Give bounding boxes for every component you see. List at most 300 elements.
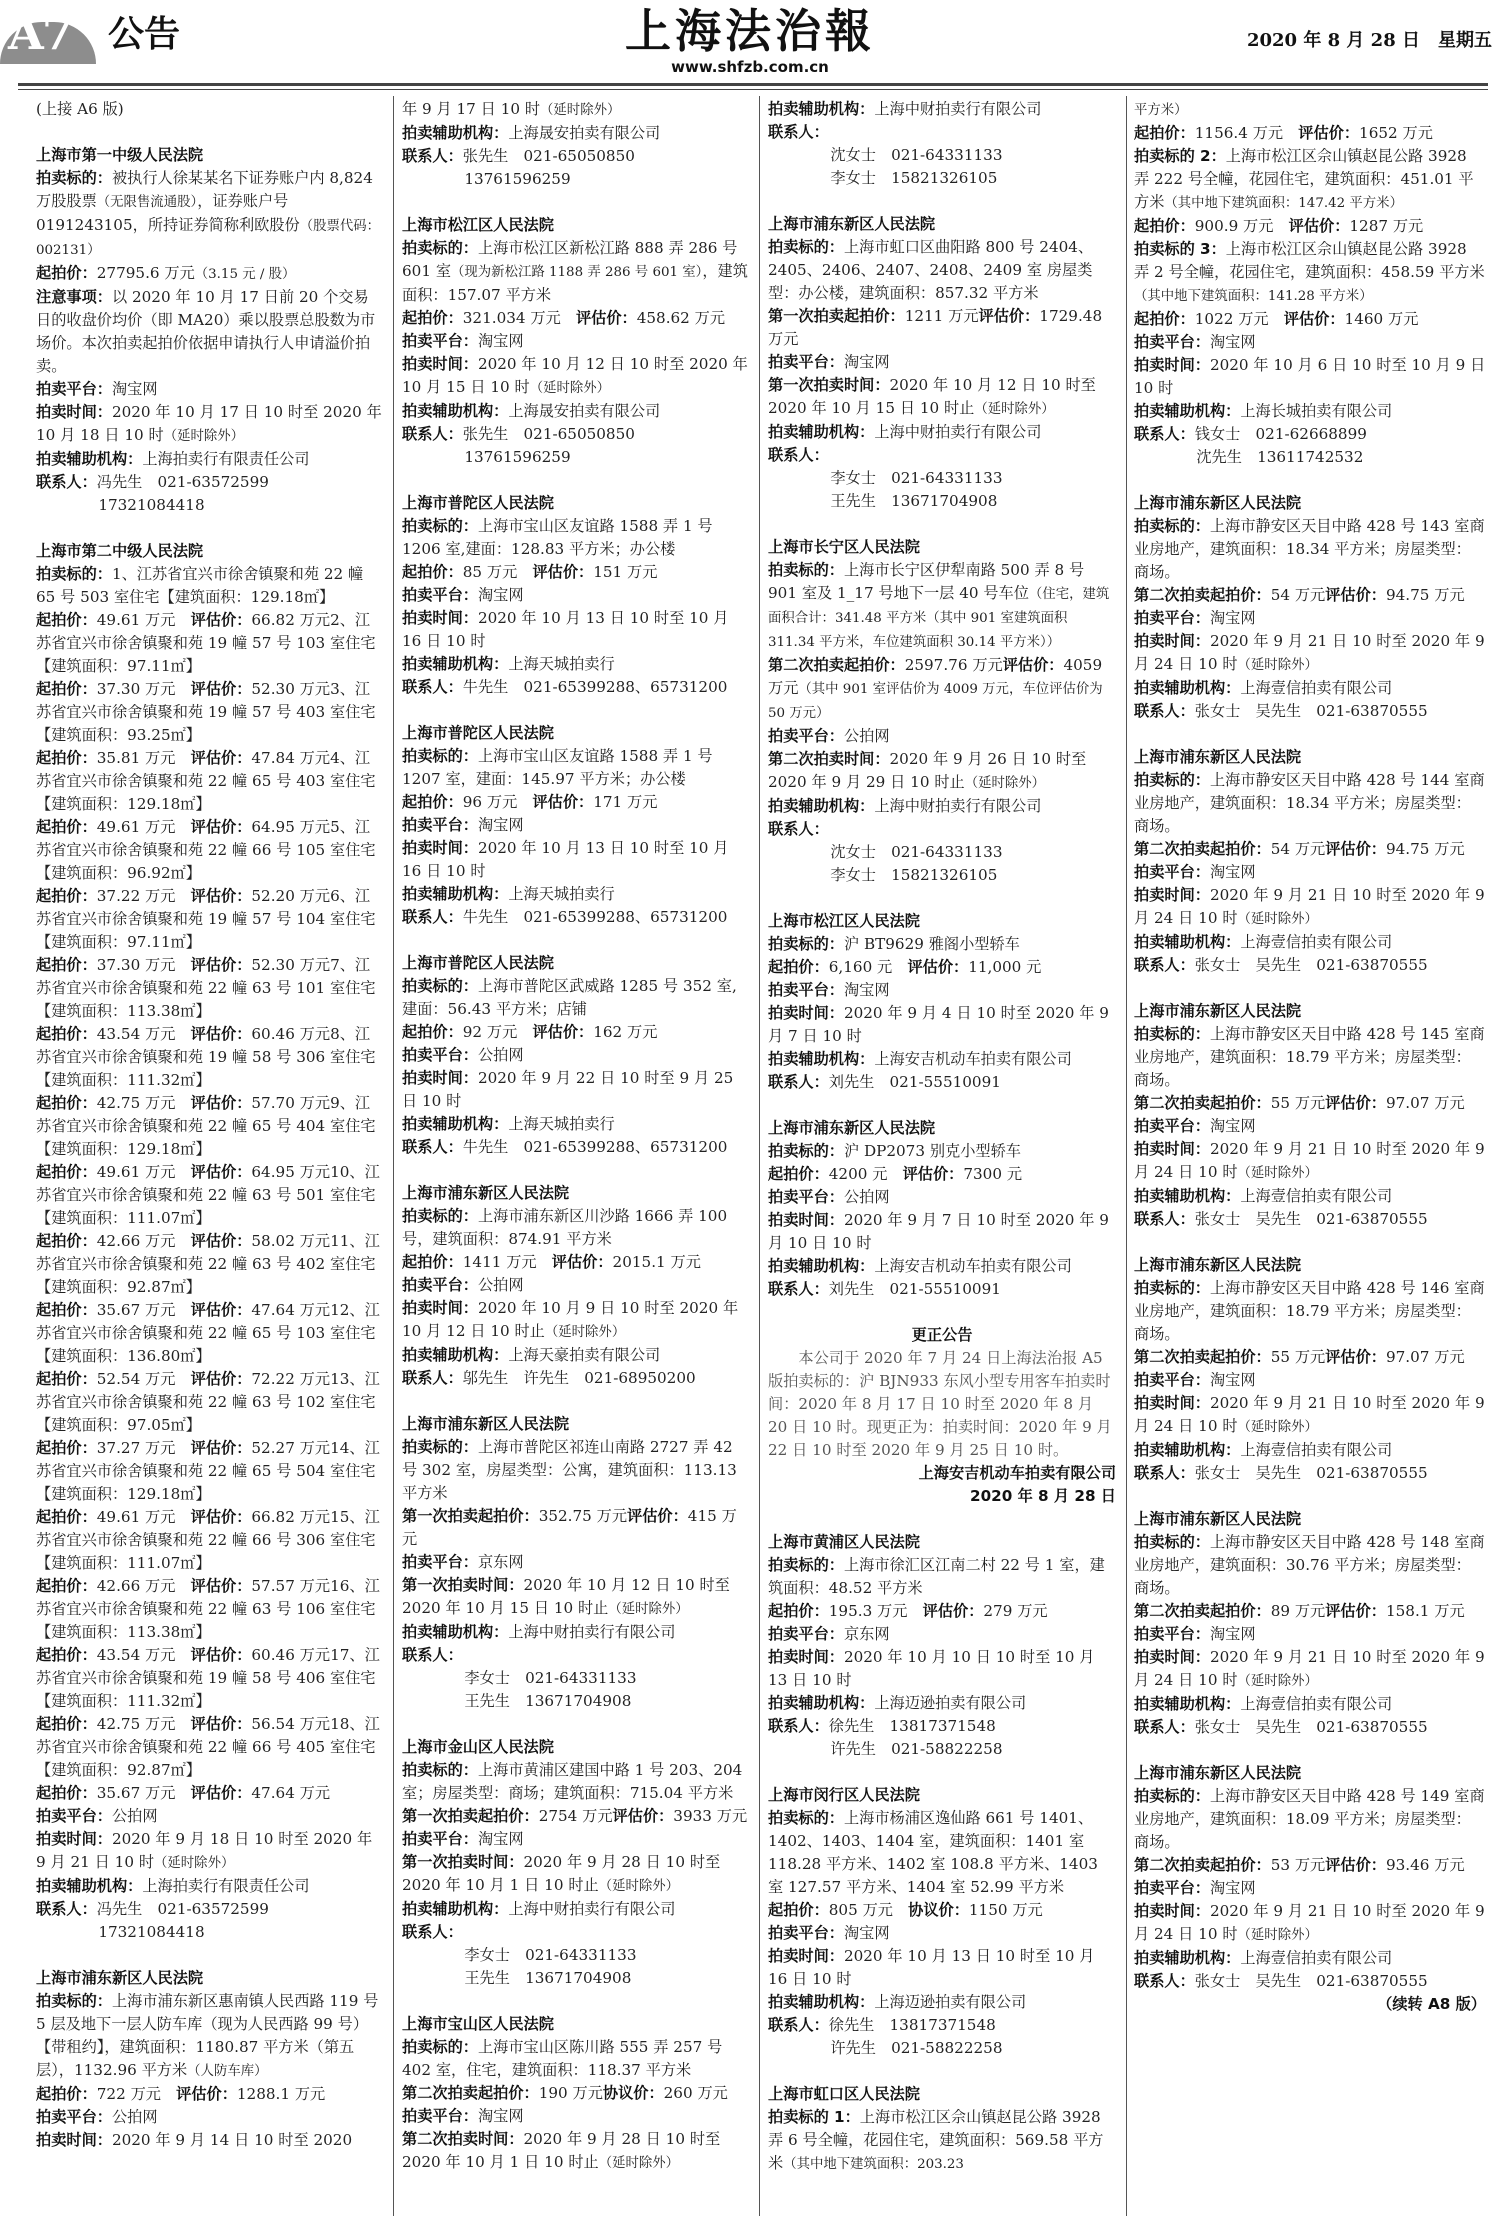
notice-line [1134,308,1486,331]
auction-notice [768,910,1116,1094]
field-label: 拍卖辅助机构： [768,1257,875,1275]
notice-line [1134,1693,1486,1716]
field-value: 47.64 万元 [251,1784,331,1802]
field-value: 805 万元 [828,1901,909,1919]
field-value: 2020 年 10 月 10 日 10 时至 10 月 13 日 10 时 [768,1648,1095,1689]
field-label: 联系人： [402,1138,463,1156]
court-name: 上海市浦东新区人民法院 [1134,1002,1302,1020]
field-value: 58.02 万元 [251,1232,331,1250]
field-label: 拍卖标的： [402,517,478,535]
field-label: 拍卖时间： [1134,356,1210,374]
field-label: 拍卖辅助机构： [402,124,509,142]
auction-notice [1134,98,1486,469]
field-label: 拍卖标的： [1134,1279,1210,1297]
field-value: 上海拍卖行有限责任公司 [142,450,310,468]
field-label: 起拍价： [768,1165,829,1183]
field-value: 151 万元 [593,563,658,581]
field-value: 37.22 万元 [96,887,191,905]
notice-line [768,1209,1116,1255]
field-value: 97.07 万元 [1385,1094,1465,1112]
notice-line [402,145,749,168]
field-value: 张女士 吴先生 021-63870555 [1194,1210,1428,1228]
notice-line [1134,700,1486,723]
notice-line [768,1807,1116,1899]
field-label: 拍卖辅助机构： [768,1050,875,1068]
contact-line: 王先生 13671704908 [464,1969,632,1987]
auction-notice [768,1324,1116,1508]
field-value: 淘宝网 [1209,1879,1256,1897]
field-label: 拍卖时间： [1134,632,1210,650]
field-value: 10、江苏省宜兴市徐舍镇聚和苑 22 幢 63 号 501 室住宅【建筑面积：111.07㎡】 [36,1163,380,1227]
field-label: 拍卖标的： [1134,517,1210,535]
notice-line [768,933,1116,956]
field-label: 联系人： [1134,425,1195,443]
notice-line [768,1186,1116,1209]
field-label: 评估价： [1325,1348,1386,1366]
field-value: 37.27 万元 [96,1439,191,1457]
field-value: 冯先生 021-63572599 [96,1900,269,1918]
field-value: 60.46 万元 [251,1025,331,1043]
field-note: （延时除外） [1237,658,1318,673]
notice-line [768,374,1116,421]
field-label: 拍卖平台： [1134,1879,1210,1897]
field-label: 第二次拍卖起拍价： [1134,586,1271,604]
notice-line [1134,630,1486,677]
notice-line [768,1623,1116,1646]
field-label: 评估价： [1325,1856,1386,1874]
field-label: 第二次拍卖时间： [402,2130,524,2148]
field-value: 京东网 [477,1553,524,1571]
notice-line [768,1600,1116,1623]
field-label: 拍卖时间： [402,355,478,373]
field-label: 评估价： [1002,656,1064,674]
notice-line [1134,1208,1486,1231]
field-value: 冯先生 021-63572599 [96,473,269,491]
field-value: 牛先生 021-65399288、65731200 [462,678,728,696]
notice-line [36,167,383,262]
field-label: 评估价： [190,1094,252,1112]
notice-line [402,1551,749,1574]
notice-line [1134,1785,1486,1854]
field-value: 上海市普陀区武威路 1285 号 352 室,建面：56.43 平方米；店铺 [402,977,737,1018]
notice-line [402,1274,749,1297]
notice-line [36,1368,383,1437]
notice-line [402,837,749,883]
field-value: 92 万元 [462,1023,533,1041]
field-value: 张女士 吴先生 021-63870555 [1194,1718,1428,1736]
field-note: （延时除外） [154,1856,235,1871]
field-value: 淘宝网 [477,332,524,350]
court-name: 上海市长宁区人民法院 [768,538,920,556]
field-label: 拍卖平台： [402,2107,478,2125]
field-value: 2020 年 9 月 4 日 10 时至 2020 年 9 月 7 日 10 时 [768,1004,1109,1045]
field-value: 上海市静安区天目中路 428 号 145 室商业房地产，建筑面积：18.79 平方米；房屋类型：商场。 [1134,1025,1485,1089]
auction-notice [768,1117,1116,1301]
notice-line [36,1299,383,1368]
field-value: 35.67 万元 [96,1784,191,1802]
court-name: 上海市虹口区人民法院 [768,2085,920,2103]
field-label: 拍卖辅助机构： [1134,679,1241,697]
notice-line [1134,1600,1486,1623]
field-value: 年 9 月 17 日 10 时 [402,100,541,118]
notice-line [1134,238,1486,308]
notice-line [1134,677,1486,700]
auction-notice [36,1967,383,2152]
field-value: 邬先生 许先生 021-68950200 [462,1369,696,1387]
contact-line: 13761596259 [464,448,571,466]
notice-line [36,1898,383,1921]
field-label: 第二次拍卖起拍价： [1134,1348,1271,1366]
field-label: 起拍价： [1134,124,1195,142]
field-label: 评估价： [190,1370,252,1388]
notice-line [768,1991,1116,2014]
field-label: 评估价： [612,1807,674,1825]
field-label: 拍卖平台： [402,1553,478,1571]
field-label: 评估价： [922,1602,984,1620]
notice-line [768,2106,1116,2176]
field-value: 淘宝网 [477,586,524,604]
notice-line [1134,884,1486,931]
field-label: 拍卖标的： [402,747,478,765]
field-label: 拍卖辅助机构： [768,1694,875,1712]
field-value: 牛先生 021-65399288、65731200 [462,1138,728,1156]
notice-line [1134,1716,1486,1739]
field-label: 评估价： [190,1715,252,1733]
field-label: 第二次拍卖起拍价： [1134,1602,1271,1620]
field-value: 上海壹信拍卖有限公司 [1240,1695,1393,1713]
field-value: 2020 年 9 月 28 日 10 时至 2020 年 10 月 1 日 10 时止 [402,1853,721,1894]
notice-line [36,1506,383,1575]
field-note: （延时除外） [598,2156,680,2171]
field-label: 起拍价： [402,1023,463,1041]
field-label: 拍卖辅助机构： [36,1877,143,1895]
field-label: 第二次拍卖起拍价： [768,656,905,674]
field-value: 上海市松江区佘山镇赵昆公路 3928 弄 222 号全幢，花园住宅，建筑面积：451.01 平方米 [1134,147,1474,211]
notice-line [36,262,383,286]
field-value: 2020 年 9 月 21 日 10 时至 2020 年 9 月 24 日 10 时 [1134,1648,1485,1689]
field-value: 4059 万元 [768,656,1103,697]
field-label: 起拍价： [36,1646,97,1664]
field-value: 京东网 [843,1625,890,1643]
field-value: 淘宝网 [843,353,890,371]
notice-line [402,2036,749,2082]
field-value: 43.54 万元 [96,1646,191,1664]
auction-notice [36,98,383,121]
column-divider [759,96,760,2216]
field-label: 拍卖平台： [768,981,844,999]
field-value: 淘宝网 [111,380,158,398]
field-note: （股票代码：002131） [36,219,381,258]
court-name: 上海市浦东新区人民法院 [402,1415,570,1433]
field-label: 评估价： [551,1253,613,1271]
field-value: 上海壹信拍卖有限公司 [1240,1949,1393,1967]
notice-line [1134,1277,1486,1346]
field-label: 评估价： [627,1507,688,1525]
notice-line [1134,1138,1486,1185]
field-value: 淘宝网 [1209,1117,1256,1135]
notice-line [36,816,383,885]
notice-line [402,1574,749,1621]
notice-line [402,1828,749,1851]
field-label: 协议价： [602,2084,664,2102]
field-value: 上海壹信拍卖有限公司 [1240,679,1393,697]
field-label: 拍卖标的： [36,1992,112,2010]
field-label: 拍卖辅助机构： [402,402,509,420]
notice-line [36,1990,383,2083]
field-label: 拍卖平台： [36,380,112,398]
field-value: 158.1 万元 [1385,1602,1465,1620]
field-value: 张女士 吴先生 021-63870555 [1194,702,1428,720]
field-label: 拍卖时间： [1134,1648,1210,1666]
notice-line [1134,1439,1486,1462]
field-value: 49.61 万元 [96,1508,191,1526]
field-label: 起拍价： [36,611,97,629]
field-value: 16、江苏省宜兴市徐舍镇聚和苑 22 幢 63 号 106 室住宅【建筑面积：113.38㎡】 [36,1577,380,1641]
notice-line [1134,1970,1486,1993]
field-label: 评估价： [190,680,252,698]
field-value: 37.30 万元 [96,956,191,974]
notice-line [402,330,749,353]
field-value: 13、江苏省宜兴市徐舍镇聚和苑 22 幢 63 号 102 室住宅【建筑面积：97.05㎡】 [36,1370,380,1434]
field-label: 评估价： [190,1301,252,1319]
field-value: 97.07 万元 [1385,1348,1465,1366]
contact-line: 王先生 13671704908 [830,492,998,510]
field-value: 公拍网 [843,727,890,745]
field-value: 上海市宝山区陈川路 555 弄 257 号 402 室，住宅，建筑面积：118.37 平方米 [402,2038,723,2079]
notice-line [1134,122,1486,145]
field-label: 评估价： [902,1165,964,1183]
field-label: 拍卖时间： [768,1211,844,1229]
field-label: 第二次拍卖时间： [768,750,890,768]
notice-column-3 [768,98,1116,2199]
contact-line: 李女士 021-64331133 [464,1946,637,1964]
field-label: 拍卖辅助机构： [768,100,875,118]
notice-line [402,607,749,653]
court-name: 上海市普陀区人民法院 [402,954,554,972]
court-name: 上海市第二中级人民法院 [36,542,204,560]
field-value: 57.70 万元 [251,1094,331,1112]
field-label: 评估价： [190,1577,252,1595]
field-value: 2015.1 万元 [612,1253,701,1271]
field-value: 27795.6 万元 [96,264,195,282]
field-note: （延时除外） [598,1879,680,1894]
notice-line [1134,1092,1486,1115]
notice-line [402,1644,749,1667]
field-label: 联系人： [768,446,829,464]
field-value: 以 2020 年 10 月 17 日前 20 个交易日的收盘价均价（即 MA20）乘以股票总股数为市场价。本次拍卖起拍价依据申请执行人申请溢价拍卖。 [36,288,376,375]
field-label: 拍卖时间： [768,1648,844,1666]
field-label: 拍卖标的： [768,238,844,256]
field-value: 徐先生 13817371548 [828,2016,996,2034]
field-label: 评估价： [176,2085,237,2103]
field-value: 上海壹信拍卖有限公司 [1240,1441,1393,1459]
notice-line [768,1002,1116,1048]
field-label: 拍卖时间： [402,609,478,627]
notice-line [1134,400,1486,423]
field-label: 拍卖时间： [402,1299,478,1317]
site-url: www.shfzb.com.cn [671,58,829,76]
field-label: 拍卖标的： [1134,1025,1210,1043]
field-label: 联系人： [1134,1718,1195,1736]
field-value: 上海天城拍卖行 [508,1115,615,1133]
auction-notice [402,492,749,699]
field-label: 评估价： [190,1025,252,1043]
field-value: 54 万元 [1270,840,1326,858]
field-label: 评估价： [1283,310,1345,328]
field-value: 1287 万元 [1349,217,1424,235]
field-value: 淘宝网 [477,816,524,834]
field-label: 联系人： [402,147,463,165]
notice-line [768,654,1116,725]
notice-line [36,1161,383,1230]
field-label: 拍卖辅助机构： [402,655,509,673]
field-value: 2020 年 9 月 21 日 10 时至 2020 年 9 月 24 日 10 时 [1134,632,1485,673]
notice-line [402,883,749,906]
field-value: 14、江苏省宜兴市徐舍镇聚和苑 22 幢 65 号 504 室住宅【建筑面积：129.18㎡】 [36,1439,380,1503]
field-label: 第一次拍卖起拍价： [402,1807,539,1825]
field-label: 拍卖时间： [1134,1902,1210,1920]
field-label: 拍卖标的： [768,935,844,953]
field-value: 上海市静安区天目中路 428 号 146 室商业房地产，建筑面积：18.79 平方米；房屋类型：商场。 [1134,1279,1485,1343]
auction-notice [768,1784,1116,2060]
field-value: 1150 万元 [968,1901,1043,1919]
contact-line: 许先生 021-58822258 [830,2039,1003,2057]
court-name: 上海市金山区人民法院 [402,1738,554,1756]
field-label: 拍卖平台： [768,1625,844,1643]
field-note: （3.15 元 / 股） [194,267,296,282]
field-value: 37.30 万元 [96,680,191,698]
notice-line [402,1621,749,1644]
notice-line [1134,1947,1486,1970]
field-value: 42.75 万元 [96,1094,191,1112]
field-label: 拍卖标的： [402,977,478,995]
notice-line [36,2106,383,2129]
field-value: 上海安吉机动车拍卖有限公司 [874,1257,1072,1275]
notice-line [36,1437,383,1506]
field-value: 1652 万元 [1359,124,1433,142]
notice-line [402,423,749,446]
notice-line [36,286,383,378]
notice-line [402,1021,749,1044]
field-note: （其中地下建筑面积：141.28 平方米） [1134,289,1373,304]
field-value: 96 万元 [462,793,533,811]
field-value: 公拍网 [111,1807,158,1825]
field-value: 2020 年 10 月 17 日 10 时至 2020 年 10 月 18 日 10 时 [36,403,382,444]
court-name: 上海市浦东新区人民法院 [1134,1764,1302,1782]
field-label: 拍卖时间： [36,1830,112,1848]
notice-line [768,725,1116,748]
field-value: 57.57 万元 [251,1577,331,1595]
field-note: （延时除外） [1237,1420,1318,1435]
field-label: 起拍价： [36,1577,97,1595]
field-value: 3、江苏省宜兴市徐舍镇聚和苑 19 幢 57 号 403 室住宅【建筑面积：93.25㎡】 [36,680,376,744]
field-value: 张女士 吴先生 021-63870555 [1194,956,1428,974]
field-label: 联系人： [402,678,463,696]
notice-line [768,956,1116,979]
notice-line [768,121,1116,144]
field-value: 沪 BT9629 雅阁小型轿车 [843,935,1020,953]
field-value: 279 万元 [983,1602,1048,1620]
field-label: 拍卖平台： [402,1830,478,1848]
notice-line [402,1367,749,1390]
field-note: （其中 901 室评估价为 4009 万元，车位评估价为 50 万元） [768,682,1103,721]
field-value: 淘宝网 [1209,1371,1256,1389]
field-label: 拍卖平台： [768,727,844,745]
field-label: 起拍价： [36,1370,97,1388]
field-value: 2020 年 9 月 21 日 10 时至 2020 年 9 月 24 日 10 时 [1134,1394,1485,1435]
court-name: 上海市黄浦区人民法院 [768,1533,920,1551]
notice-line [768,1278,1116,1301]
notice-line [768,1554,1116,1600]
field-label: 拍卖平台： [768,353,844,371]
field-value: 张女士 吴先生 021-63870555 [1194,1972,1428,1990]
notice-line [402,1436,749,1505]
field-value: 4、江苏省宜兴市徐舍镇聚和苑 22 幢 65 号 403 室住宅【建筑面积：129.18㎡】 [36,749,376,813]
notice-line [36,954,383,1023]
field-label: 联系人： [768,1280,829,1298]
field-value: 1411 万元 [462,1253,552,1271]
field-value: 722 万元 [96,2085,177,2103]
field-value: 淘宝网 [1209,333,1256,351]
notice-signature: 2020 年 8 月 28 日 [970,1487,1116,1505]
auction-notice [36,144,383,517]
field-label: 拍卖标的： [768,1556,844,1574]
field-label: 联系人： [1134,1464,1195,1482]
notice-title: 更正公告 [911,1326,973,1344]
field-note: （现为新松江路 1188 弄 286 号 601 室） [451,265,703,280]
field-value: 1729.48 万元 [768,307,1103,348]
field-label: 联系人： [402,425,463,443]
field-label: 拍卖平台： [768,1188,844,1206]
header-rule [18,83,1488,86]
field-label: 拍卖时间： [36,2131,112,2149]
notice-line [36,1023,383,1092]
field-value: 55 万元 [1270,1348,1326,1366]
field-label: 拍卖平台： [402,816,478,834]
field-value: 上海市徐汇区江南二村 22 号 1 室，建筑面积：48.52 平方米 [768,1556,1105,1597]
field-label: 拍卖标的 2： [1134,147,1226,165]
field-value: 11,000 元 [968,958,1042,976]
notice-line [402,745,749,791]
field-value: 43.54 万元 [96,1025,191,1043]
notice-line [402,791,749,814]
notice-line [402,237,749,307]
notice-line [402,1805,749,1828]
auction-notice [402,722,749,929]
field-value: 淘宝网 [1209,1625,1256,1643]
contact-line: 王先生 13671704908 [464,1692,632,1710]
field-label: 联系人： [768,2016,829,2034]
auction-notice [1134,746,1486,977]
field-label: 第二次拍卖起拍价： [1134,840,1271,858]
notice-line [1134,423,1486,446]
notice-line [402,2105,749,2128]
court-name: 上海市浦东新区人民法院 [768,1119,936,1137]
field-value: 上海天豪拍卖有限公司 [508,1346,661,1364]
notice-line [768,305,1116,351]
court-name: 上海市松江区人民法院 [768,912,920,930]
field-value: 458.62 万元 [636,309,726,327]
field-value: 钱女士 021-62668899 [1194,425,1367,443]
field-value: 上海中财拍卖行有限公司 [874,423,1042,441]
column-divider [1126,96,1127,2216]
field-label: 联系人： [36,473,97,491]
court-name: 上海市浦东新区人民法院 [768,215,936,233]
field-label: 拍卖标的： [1134,1787,1210,1805]
field-value: 42.66 万元 [96,1232,191,1250]
field-label: 拍卖平台： [1134,863,1210,881]
field-label: 起拍价： [36,1715,97,1733]
